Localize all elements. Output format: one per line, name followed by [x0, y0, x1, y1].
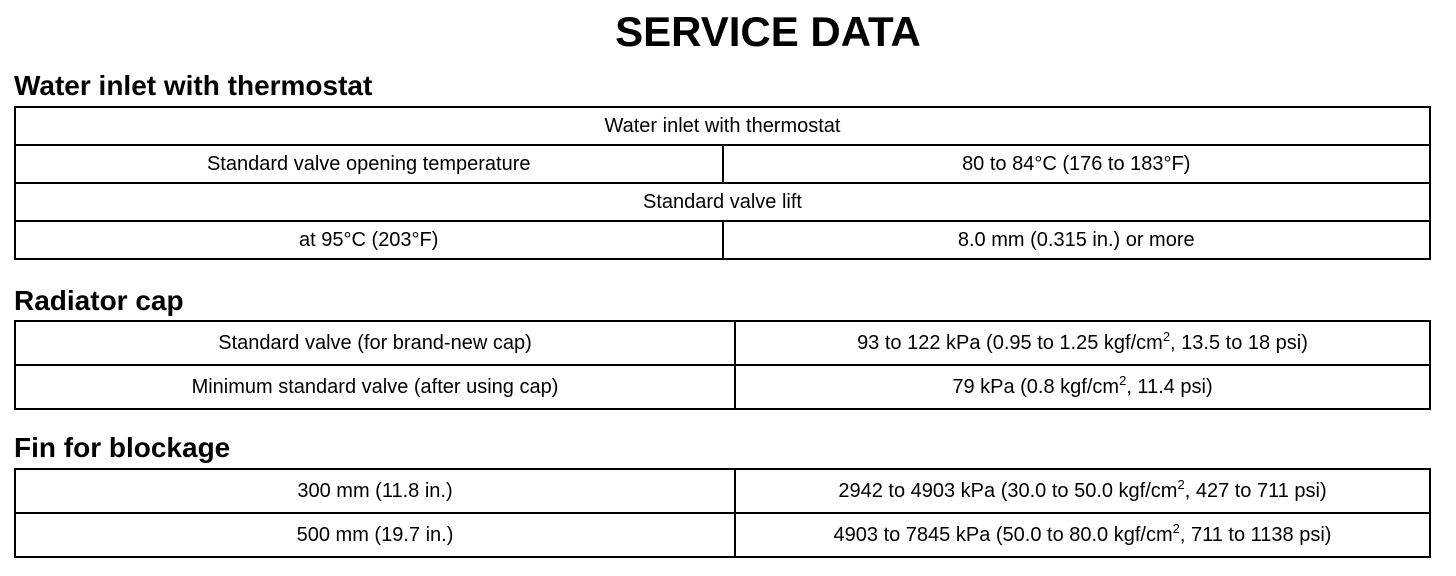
- table-row: [15, 513, 1430, 557]
- table-row: [15, 365, 1430, 409]
- value-text: 4903 to 7845 kPa (50.0 to 80.0 kgf/cm: [833, 523, 1173, 546]
- value-text: , 11.4 psi): [1126, 375, 1213, 398]
- table-row: [15, 107, 1430, 145]
- value-text: 79 kPa (0.8 kgf/cm: [952, 375, 1120, 398]
- row-value: [735, 365, 1430, 409]
- value-text: 2942 to 4903 kPa (30.0 to 50.0 kgf/cm: [838, 479, 1178, 502]
- row-label: Minimum standard valve (after using cap): [15, 365, 735, 409]
- row-value: [735, 469, 1430, 513]
- row-value: [735, 513, 1430, 557]
- table-row: [15, 145, 1430, 183]
- superscript: 2: [1119, 372, 1127, 388]
- table-row: [15, 469, 1430, 513]
- page-title: SERVICE DATA: [615, 8, 921, 55]
- value-text: , 427 to 711 psi): [1184, 479, 1327, 502]
- row-label: at 95°C (203°F): [15, 221, 723, 259]
- row-label: Standard valve opening temperature: [15, 145, 723, 183]
- superscript: 2: [1177, 476, 1185, 492]
- section-heading-water-inlet: Water inlet with thermostat: [14, 70, 373, 101]
- row-label: Standard valve (for brand-new cap): [15, 321, 735, 365]
- water-inlet-table: [14, 106, 1431, 260]
- table-subheader-cell: Standard valve lift: [15, 183, 1430, 221]
- row-label: 500 mm (19.7 in.): [15, 513, 735, 557]
- superscript: 2: [1172, 520, 1180, 536]
- table-row: [15, 183, 1430, 221]
- value-text: 93 to 122 kPa (0.95 to 1.25 kgf/cm: [857, 331, 1163, 354]
- section-heading-fin-blockage: Fin for blockage: [14, 432, 231, 463]
- value-text: , 13.5 to 18 psi): [1170, 331, 1308, 354]
- table-header-cell: Water inlet with thermostat: [15, 107, 1430, 145]
- table-row: [15, 321, 1430, 365]
- fin-blockage-table: [14, 468, 1431, 558]
- row-label: 300 mm (11.8 in.): [15, 469, 735, 513]
- row-value: 8.0 mm (0.315 in.) or more: [723, 221, 1431, 259]
- row-value: 80 to 84°C (176 to 183°F): [723, 145, 1431, 183]
- superscript: 2: [1162, 328, 1171, 344]
- radiator-cap-table: [14, 320, 1431, 410]
- table-row: [15, 221, 1430, 259]
- row-value: [735, 321, 1430, 365]
- section-heading-radiator-cap: Radiator cap: [14, 285, 184, 316]
- value-text: , 711 to 1138 psi): [1179, 523, 1332, 546]
